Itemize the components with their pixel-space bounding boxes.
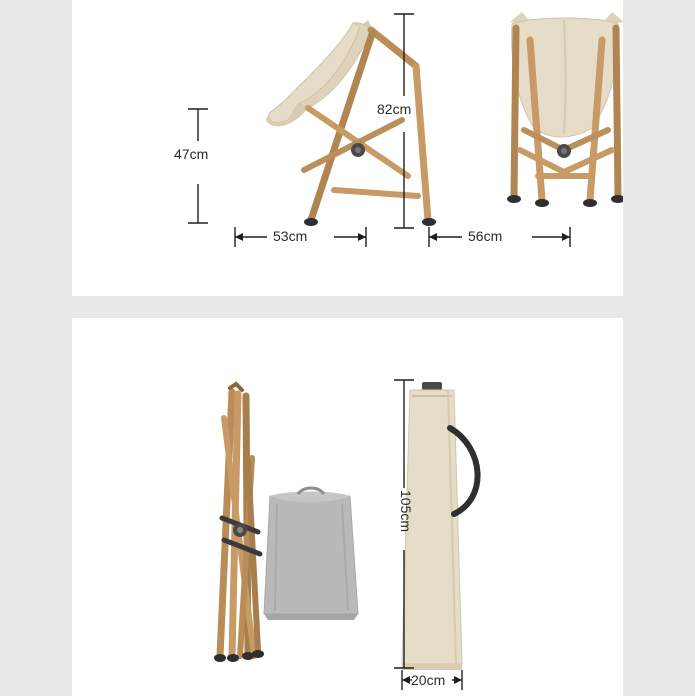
dim-20-left-arrow xyxy=(402,676,410,684)
left-grey-rail xyxy=(0,0,72,696)
side-pivot-joint-center xyxy=(355,147,361,153)
front-right-rear-leg xyxy=(616,28,618,196)
folded-foot-4 xyxy=(252,650,264,658)
front-pivot-joint-center xyxy=(561,148,567,154)
chair-side-view-figure xyxy=(266,20,436,226)
folded-pole-tips xyxy=(230,384,242,390)
chair-folded-views-illustration xyxy=(72,318,623,696)
dimension-label-56cm: 56cm xyxy=(468,228,503,244)
dimension-label-105cm: 105cm xyxy=(398,490,414,533)
dimension-label-82cm: 82cm xyxy=(377,101,412,117)
front-right-rear-foot xyxy=(611,195,623,203)
side-rear-foot xyxy=(422,218,436,226)
dim-56-right-arrow xyxy=(562,233,570,241)
front-left-rear-leg xyxy=(514,28,516,196)
front-left-front-foot xyxy=(535,199,549,207)
dimension-label-47cm: 47cm xyxy=(174,146,209,162)
right-grey-rail xyxy=(623,0,695,696)
bag-bottom xyxy=(402,664,462,670)
dim-53-left-arrow xyxy=(235,233,243,241)
folded-foot-1 xyxy=(214,654,226,662)
pouch-bottom xyxy=(264,614,358,620)
side-lower-brace xyxy=(334,190,418,196)
chair-open-views-illustration xyxy=(72,0,623,296)
folded-frame-figure xyxy=(214,384,264,662)
dim-56-left-arrow xyxy=(429,233,437,241)
panel-chair-open-views xyxy=(72,0,623,296)
front-right-front-foot xyxy=(583,199,597,207)
panel-chair-folded-views xyxy=(72,318,623,696)
side-back-pole-upper xyxy=(371,30,416,66)
dimension-label-20cm: 20cm xyxy=(411,672,446,688)
dimension-label-53cm: 53cm xyxy=(273,228,308,244)
grey-pouch-figure xyxy=(264,488,358,620)
folded-foot-2 xyxy=(227,654,239,662)
dim-53-right-arrow xyxy=(358,233,366,241)
front-left-rear-foot xyxy=(507,195,521,203)
dim-20-right-arrow xyxy=(454,676,462,684)
panel-divider xyxy=(72,296,623,318)
folded-pivot-joint-center xyxy=(237,527,243,533)
bag-top-clasp xyxy=(422,382,442,390)
chair-front-view-figure xyxy=(507,12,623,207)
side-front-foot xyxy=(304,218,318,226)
